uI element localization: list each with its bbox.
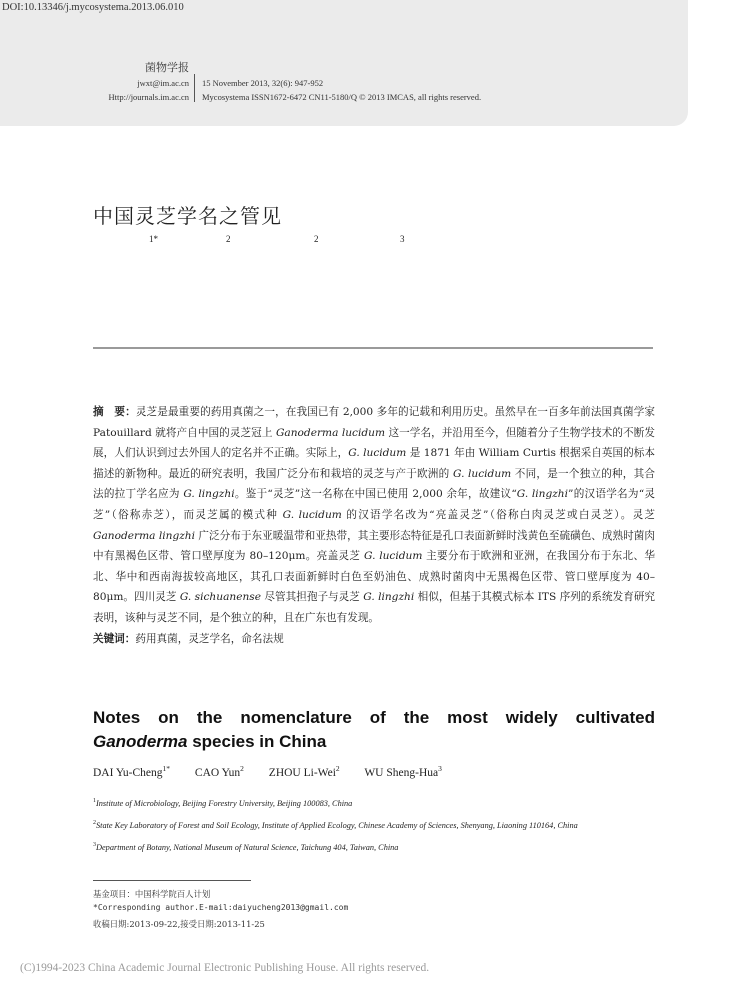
species-name: G. lingzhi [516,488,569,501]
abstract-text [93,406,655,624]
affil-num: 2 [226,234,231,244]
journal-issue-info [202,76,481,104]
title-cn: 中国灵芝学名之管见 [93,204,282,228]
footnote-corresponding[interactable]: *Corresponding author.E-mail:daiyucheng2013@gmail.com [93,903,349,912]
title-rule [93,347,653,349]
abstract-segment: 。鉴于“灵芝”这一名称在中国已使用 2,000 余年，故建议“ [234,488,517,501]
affil-num: 1* [149,234,158,244]
abstract-segment: 的汉语学名改为“亮盖灵芝”（俗称白肉灵芝或白灵芝）。灵芝 [341,508,655,521]
affil-num: 2 [314,234,319,244]
abstract-segment: 相似，但基于其模式标本 ITS 序列的系统发育研究表明，该种与灵芝不同，是个独立的种，且在广东也有发现。 [93,591,656,624]
journal-website[interactable]: Http://journals.im.ac.cn [108,92,189,102]
issn-line: Mycosystema ISSN1672-6472 CN11-5180/Q © 2013 IMCAS, all rights reserved. [202,92,482,102]
abstract-segment: 不同，是一个独立的种，其合法的拉丁学名应为 [93,467,655,501]
species-name: G. lucidum [348,447,407,460]
species-name: G. lingzhi [363,591,415,604]
footnote-dates: 收稿日期:2013-09-22,接受日期:2013-11-25 [93,919,265,929]
species-name: G. lucidum [364,550,423,563]
authors-en [93,764,464,779]
abstract-segment: 广泛分布于东亚暖温带和亚热带，其主要形态特征是孔口表面新鲜时浅黄色至硫磺色、成熟时菌肉中有黑褐色区带、管口壁厚度为 80–120μm。亮盖灵芝 [93,529,655,563]
header-band [0,0,688,126]
keywords-text: 药用真菌，灵芝学名，命名法规 [135,632,284,645]
species-name: G. lingzhi [183,488,235,501]
footnote-rule [93,880,251,881]
keywords-label: 关键词： [93,632,136,645]
abstract-segment: 这一学名，并沿用至今，但随着分子生物学技术的不断发展，人们认识到过去外国人的定名并不正确。实际上， [93,426,655,460]
doi-line[interactable]: DOI:10.13346/j.mycosystema.2013.06.010 [2,2,184,13]
institution: $^2$State Key Laboratory of Forest and Soil Ecology, Institute of Applied Ecology, Chinese Academy of Sciences, Shenyang, Liaoning 110164, China [93,820,578,830]
header-divider [194,74,195,102]
journal-name-cn: 菌物学报 [145,61,189,74]
abstract-body [93,402,655,629]
author: ZHOU Li-Wei$^2$ [268,764,340,779]
institution: $^1$Institute of Microbiology, Beijing Forestry University, Beijing 100083, China [93,798,353,808]
abstract-segment: 尽管其担孢子与灵芝 [261,591,364,604]
author: CAO Yun$^2$ [194,764,244,779]
abstract-label: 摘 要： [93,406,136,418]
abstract-segment: ”的汉语学名为“灵芝”（俗称赤芝），而灵芝属的模式种 [93,488,655,521]
species-name: Ganoderma lingzhi [93,529,196,542]
title-en-rest: species in China [187,732,327,751]
journal-email[interactable]: jwxt@im.ac.cn [137,78,189,88]
abstract-segment: 主要分布于欧洲和亚洲，在我国分布于东北、华北、华中和西南海拔较高地区，其孔口表面新鲜时白色至奶油色、成熟时菌肉中无黑褐色区带、管口壁厚度为 40–80μm。四川灵芝 [93,550,655,604]
title-genus: Ganoderma [93,732,188,751]
journal-contact [109,76,190,104]
affil-num: 3 [400,234,405,244]
species-name: G. lucidum [282,508,342,521]
footnote-funding: 基金项目：中国科学院百人计划 [93,889,211,899]
species-name: G. lucidum [453,467,512,480]
title-en-line1: Notes on the nomenclature of the most widely cultivated [93,708,655,727]
abstract-cn [93,402,655,649]
species-name: Ganoderma lucidum [275,426,386,439]
copyright-watermark: (C)1994-2023 China Academic Journal Electronic Publishing House. All rights reserved. [20,962,430,974]
author-affiliation-numbers [93,234,513,248]
abstract-segment: 是 1871 年由 William Curtis 根据采自英国的标本描述的新物种。最近的研究表明，我国广泛分布和栽培的灵芝与产于欧洲的 [93,447,655,480]
institution: $^3$Department of Botany, National Museum of Natural Science, Taichung 404, Taiwan, China [93,842,399,852]
title-en-line2 [93,730,326,754]
species-name: G. sichuanense [179,591,262,604]
issue-date: 15 November 2013, 32(6): 947-952 [202,78,324,88]
author: DAI Yu-Cheng$^{1*}$ [93,764,171,779]
abstract-segment: 灵芝是最重要的药用真菌之一，在我国已有 2,000 多年的记载和利用历史。虽然早在一百多年前法国真菌学家 Patouillard 就将产自中国的灵芝冠上 [93,406,655,439]
keywords-cn [93,629,655,650]
author: WU Sheng-Hua$^3$ [364,764,442,779]
